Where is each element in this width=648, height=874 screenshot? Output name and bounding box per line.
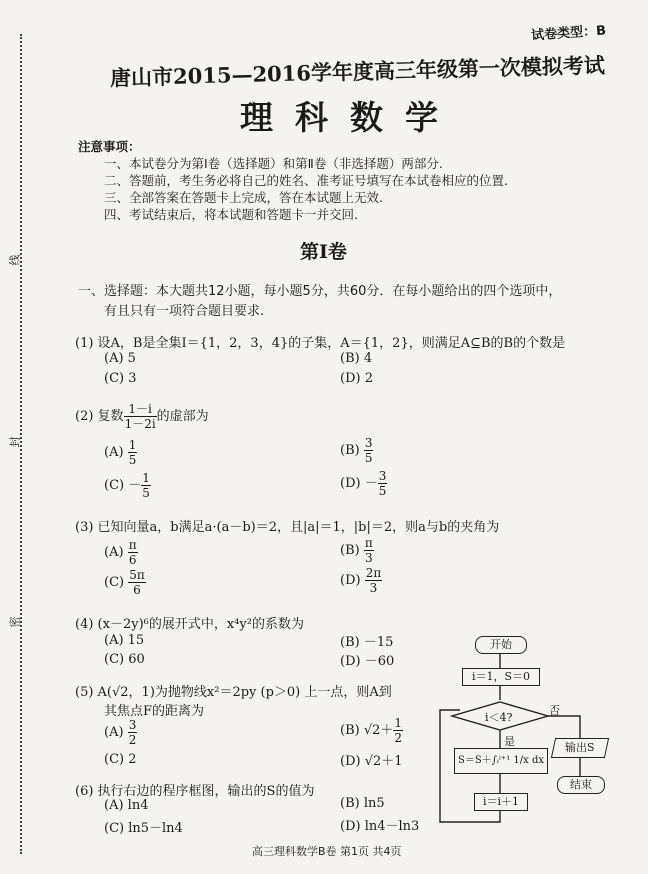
q2-option-c: (C) － $\frac{1}{5}$ [104, 471, 150, 500]
question-4-stem: (4) (x－2y)⁶的展开式中，x⁴y²的系数为 [75, 617, 304, 632]
notice-heading: 注意事项： [78, 139, 141, 154]
q6-option-d: (D) ln4－ln3 [340, 819, 420, 834]
flowchart-condition: i＜4? [485, 711, 513, 724]
q3-option-b: (B) $\frac{\pi}{3}$ [340, 536, 373, 565]
question-2-stem: (2) 复数 $\frac{1-i}{1-2i}$ 的虚部为 [75, 402, 209, 431]
question-3-stem: (3) 已知向量a，b满足a·(a－b)＝2，且|a|＝1，|b|＝2，则a与b的夹角为 [75, 520, 500, 535]
section-instructions-cont: 有且只有一项符合题目要求. [104, 304, 265, 319]
section-instructions: 一、选择题：本大题共12小题，每小题5分，共60分．在每小题给出的四个选项中， [78, 284, 562, 299]
volume-heading: 第Ⅰ卷 [300, 241, 347, 263]
q2-option-a: (A) $\frac{1}{5}$ [104, 438, 137, 467]
flowchart-increment: i＝i＋1 [474, 793, 528, 811]
q2-option-b: (B) $\frac{3}{5}$ [340, 436, 373, 465]
fraction: $\frac{1-i}{1-2i}$ [124, 402, 156, 431]
question-5-stem-cont: 其焦点F的距离为 [104, 704, 205, 719]
q4-option-b: (B) －15 [340, 635, 394, 650]
paper-type: 试卷类型：B [530, 23, 607, 44]
flowchart-process: S＝S＋∫ᵢⁱ⁺¹ 1/x dx [454, 748, 548, 774]
q6-option-c: (C) ln5－ln4 [104, 821, 183, 836]
q5-option-b: (B) √2＋ $\frac{1}{2}$ [340, 716, 403, 745]
seal-label-line: 线 [8, 254, 22, 266]
q4-option-c: (C) 60 [104, 652, 145, 667]
q1-option-b: (B) 4 [340, 351, 373, 366]
flowchart-end: 结束 [557, 776, 605, 794]
q3-option-c: (C) $\frac{5\pi}{6}$ [104, 568, 145, 597]
question-5-stem: (5) A(√2，1)为抛物线x²＝2py (p＞0) 上一点，则A到 [75, 685, 392, 700]
flowchart-no-label: 否 [549, 704, 560, 717]
q6-option-b: (B) ln5 [340, 796, 385, 811]
q6-option-a: (A) ln4 [104, 798, 149, 813]
q2-option-d: (D) － $\frac{3}{5}$ [340, 469, 387, 498]
q1-option-a: (A) 5 [104, 351, 136, 366]
subject-title: 理科数学 [240, 98, 460, 137]
notice-item: 四、考试结束后，将本试题和答题卡一并交回. [104, 207, 358, 222]
q3-option-d: (D) $\frac{2\pi}{3}$ [340, 566, 382, 595]
flowchart-start: 开始 [475, 636, 527, 654]
q4-option-d: (D) －60 [340, 654, 395, 669]
notice-item: 二、答题前，考生务必将自己的姓名、准考证号填写在本试卷相应的位置. [104, 173, 508, 188]
exam-title: 唐山市2015—2016学年度高三年级第一次模拟考试 [109, 52, 606, 91]
notice-item: 一、本试卷分为第Ⅰ卷（选择题）和第Ⅱ卷（非选择题）两部分. [104, 156, 443, 171]
q3-option-a: (A) $\frac{\pi}{6}$ [104, 538, 137, 567]
q5-option-a: (A) $\frac{3}{2}$ [104, 718, 137, 747]
q5-option-c: (C) 2 [104, 752, 137, 767]
flowchart-init: i＝1，S＝0 [462, 668, 540, 686]
q5-option-d: (D) √2＋1 [340, 754, 403, 769]
question-1-stem: (1) 设A，B是全集I＝{1，2，3，4}的子集，A＝{1，2}，则满足A⊆B的B的个数是 [75, 336, 566, 351]
seal-label-secret: 密 [8, 616, 22, 628]
seal-label-seal: 封 [8, 436, 22, 448]
page-footer: 高三理科数学B卷 第1页 共4页 [252, 845, 402, 858]
flowchart-yes-label: 是 [504, 735, 515, 748]
q4-option-a: (A) 15 [104, 633, 145, 648]
question-6-stem: (6) 执行右边的程序框图，输出的S的值为 [75, 784, 315, 799]
q1-option-c: (C) 3 [104, 371, 137, 386]
notice-item: 三、全部答案在答题卡上完成，答在本试题上无效. [104, 190, 383, 205]
q1-option-d: (D) 2 [340, 371, 373, 386]
flowchart-output: 输出S [551, 738, 609, 758]
